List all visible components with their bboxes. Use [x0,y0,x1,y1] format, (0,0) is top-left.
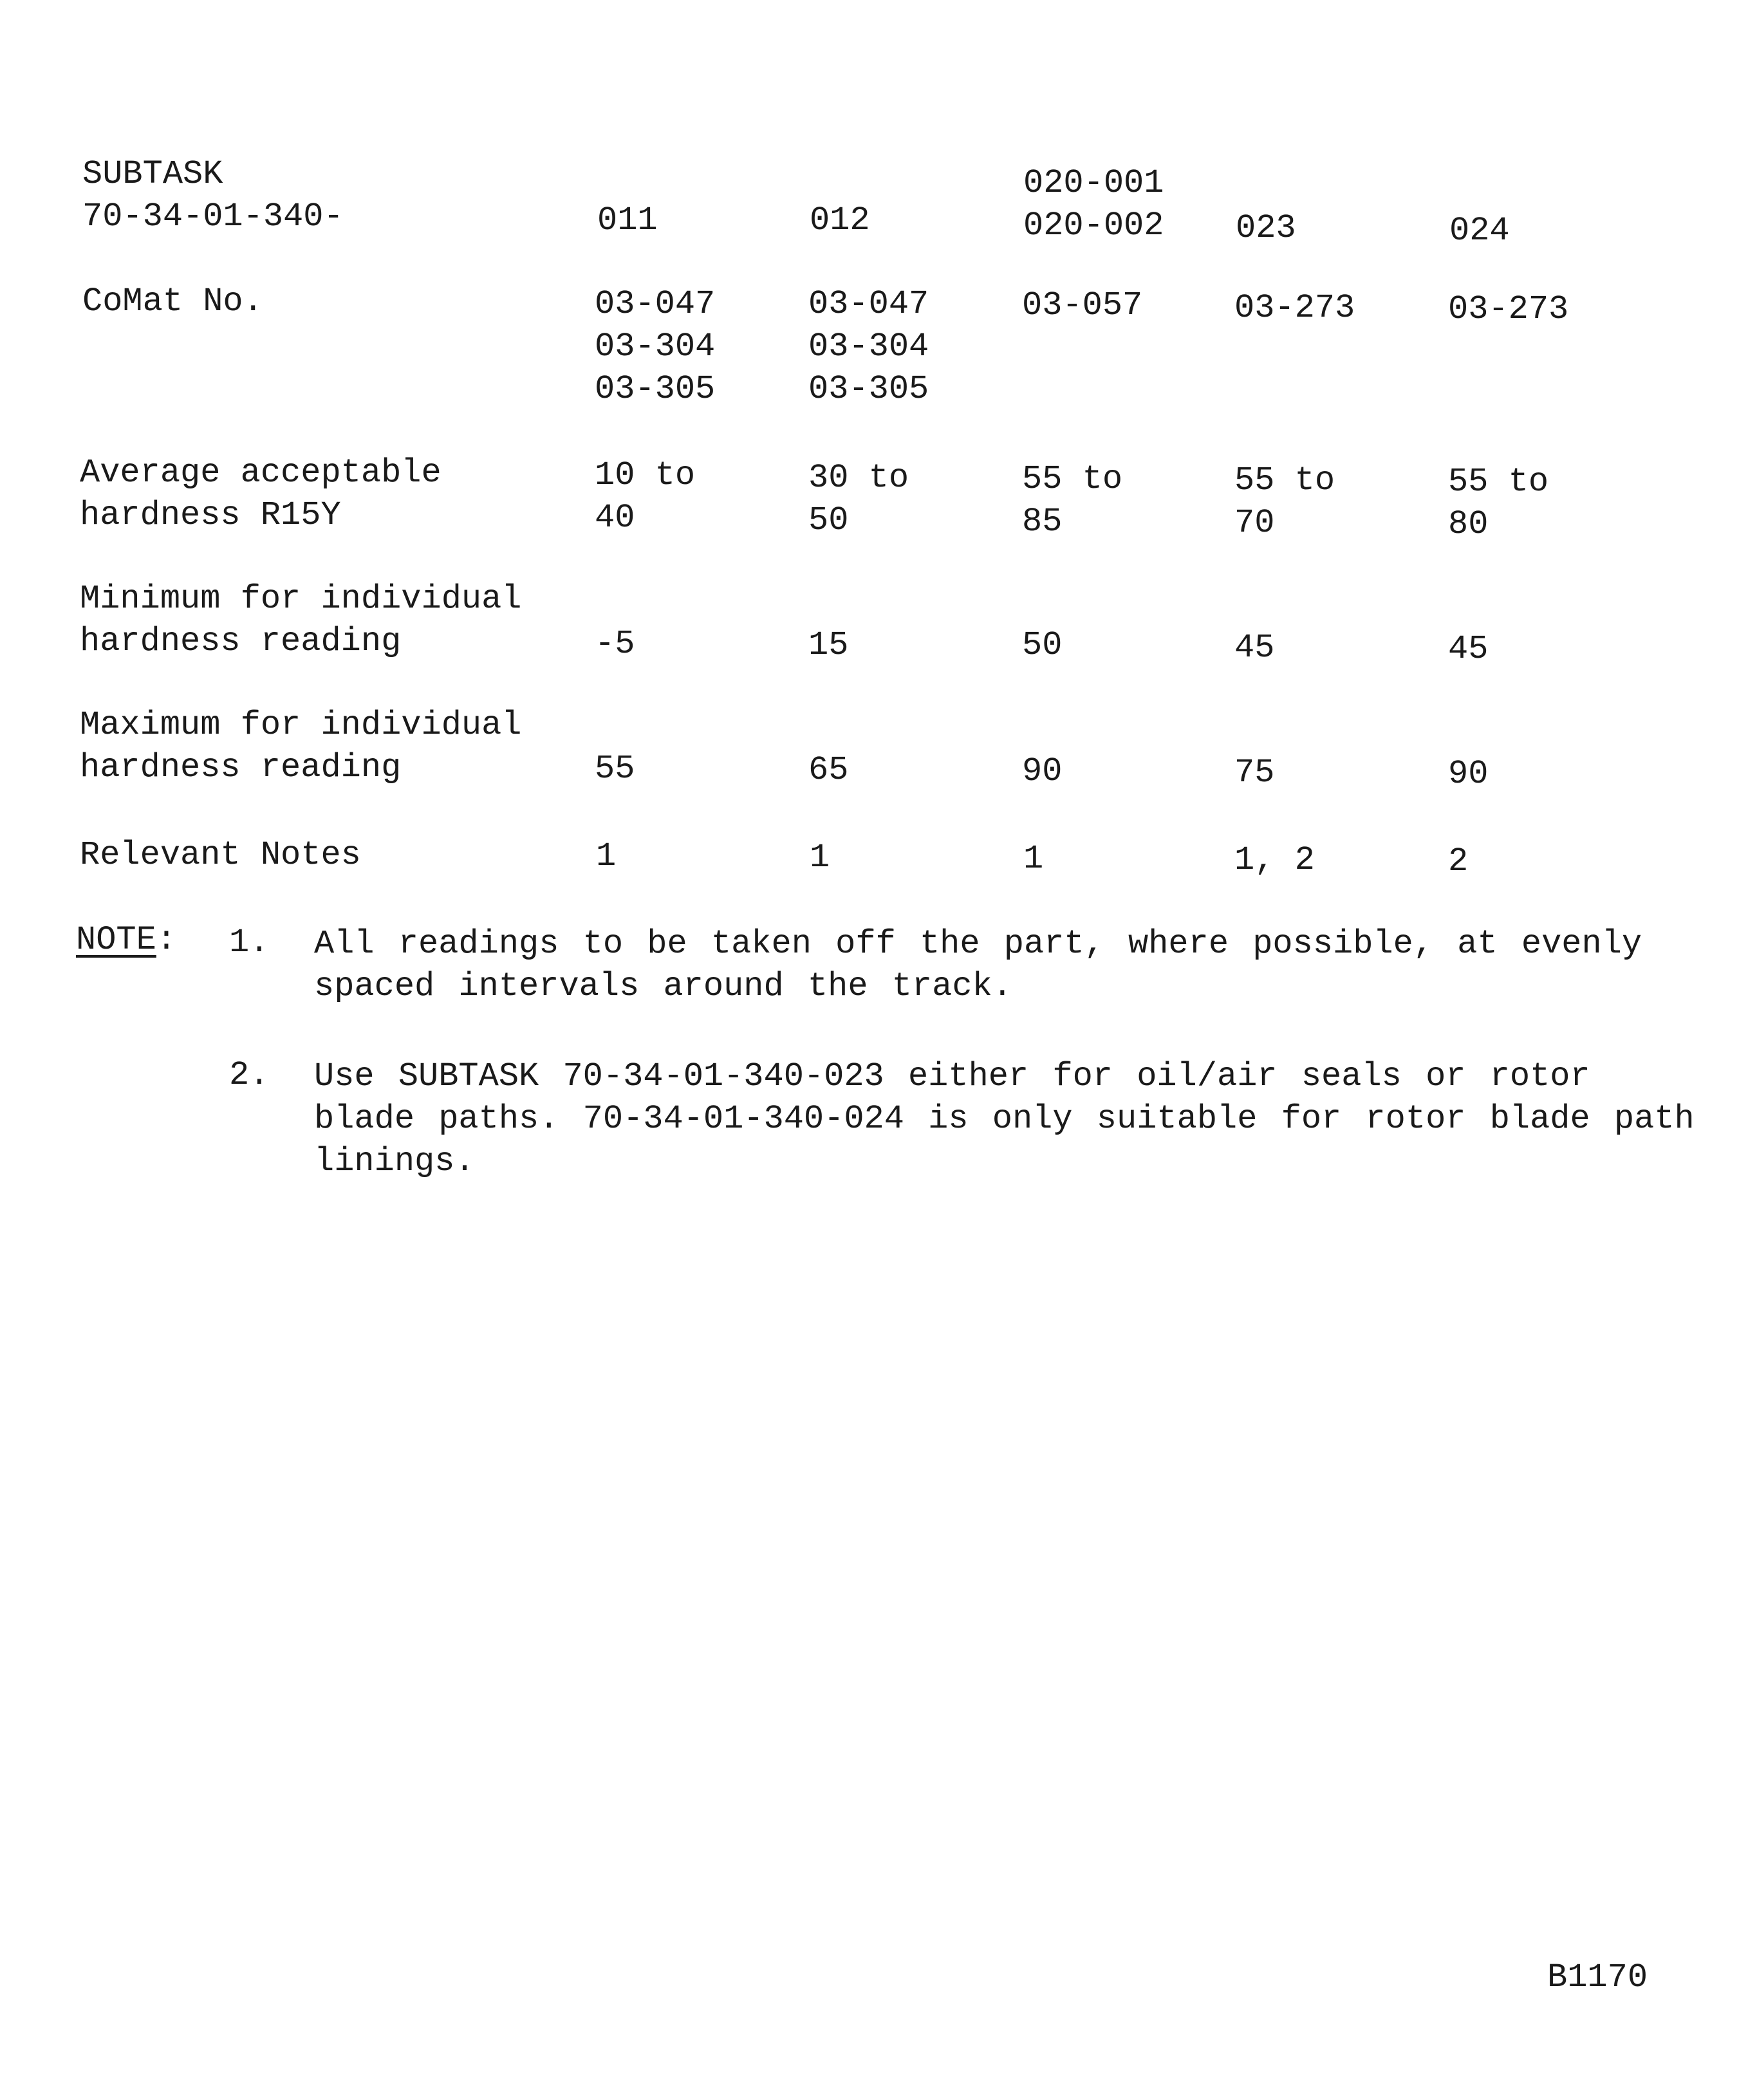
minimum-label-line2: hardness reading [80,622,402,660]
maximum-col2: 65 [808,751,849,789]
maximum-col1: 55 [595,750,635,788]
comat-col1-v1: 03-047 [595,285,716,323]
minimum-col4: 45 [1234,629,1275,667]
relevant-notes-col2: 1 [810,839,830,877]
minimum-col2: 15 [808,626,849,664]
average-col2-line2: 50 [808,501,849,539]
comat-label: CoMat No. [82,283,263,321]
average-label-line1: Average acceptable [80,454,442,492]
maximum-label-line1: Maximum for individual [80,706,522,744]
average-col3-line1: 55 to [1022,460,1123,498]
minimum-label-line1: Minimum for individual [80,580,522,618]
average-col3-line2: 85 [1022,503,1063,541]
average-col5-line2: 80 [1448,505,1489,543]
comat-col1-v2: 03-304 [595,328,716,366]
maximum-col3: 90 [1022,752,1063,790]
average-col5-line1: 55 to [1448,463,1549,501]
maximum-col5: 90 [1448,755,1489,793]
document-code: B1170 [1547,1958,1648,1996]
minimum-col3: 50 [1022,626,1063,664]
note-1-text: All readings to be taken off the part, where possible, at evenly spaced intervals around the track. [314,925,1642,1005]
maximum-col4: 75 [1234,754,1275,792]
column-header-4: 023 [1236,209,1296,247]
comat-col4-v1: 03-273 [1234,289,1355,327]
note-2-number: 2. [229,1056,270,1094]
note-2-text: Use SUBTASK 70-34-01-340-023 either for oil/air seals or rotor blade paths. 70-34-01-340-024 is only suitable for rotor blade path linings. [314,1057,1695,1180]
relevant-notes-col1: 1 [596,837,617,875]
average-col1-line2: 40 [595,499,635,537]
relevant-notes-col4: 1, 2 [1234,841,1315,879]
relevant-notes-col3: 1 [1023,840,1044,878]
note-heading [76,919,176,962]
average-col1-line1: 10 to [595,456,696,494]
minimum-col1: -5 [595,625,635,663]
note-heading-colon: : [156,921,177,959]
column-header-2: 012 [810,201,870,239]
relevant-notes-col5: 2 [1448,842,1469,880]
average-col4-line1: 55 to [1234,461,1335,499]
comat-col5-v1: 03-273 [1448,290,1569,328]
column-header-3-line1: 020-001 [1023,164,1164,202]
comat-col2-v3: 03-305 [808,370,929,408]
relevant-notes-label: Relevant Notes [80,836,361,874]
maximum-label-line2: hardness reading [80,748,402,786]
comat-col2-v1: 03-047 [808,285,929,323]
comat-col1-v3: 03-305 [595,370,716,408]
note-1-number: 1. [229,924,270,962]
average-label-line2: hardness R15Y [80,496,341,534]
minimum-col5: 45 [1448,630,1489,668]
subtask-label: SUBTASK [82,155,223,193]
column-header-1: 011 [597,201,658,239]
column-header-3-line2: 020-002 [1023,207,1164,245]
average-col2-line1: 30 to [808,459,909,497]
comat-col2-v2: 03-304 [808,328,929,366]
column-header-5: 024 [1449,212,1510,250]
average-col4-line2: 70 [1234,504,1275,542]
note-heading-word: NOTE [76,921,156,959]
subtask-prefix: 70-34-01-340- [82,198,344,236]
comat-col3-v1: 03-057 [1022,286,1143,324]
